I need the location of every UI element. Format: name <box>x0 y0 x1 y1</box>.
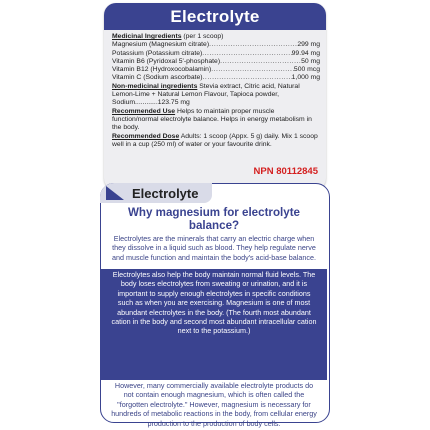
ingredient-row <box>112 58 320 66</box>
ingredient-name: Magnesium (Magnesium citrate) <box>112 41 210 49</box>
info-title: Why magnesium for electrolyte balance? <box>127 206 300 232</box>
non-medicinal-ingredients <box>112 83 320 108</box>
supplement-label-card <box>104 3 326 190</box>
ingredient-name: Vitamin C (Sodium ascorbate) <box>112 74 203 82</box>
info-tab-title: Electrolyte <box>132 186 199 201</box>
label-title: Electrolyte <box>104 3 326 30</box>
ingredient-amount: 500 mcg <box>293 66 320 74</box>
triangle-icon <box>106 186 124 200</box>
ingredient-amount: 99.94 mg <box>291 49 320 57</box>
ingredient-row <box>112 50 320 58</box>
recommended-dose <box>112 133 320 150</box>
medicinal-note: (per 1 scoop) <box>181 33 224 40</box>
recommended-use-heading: Recommended Use <box>112 107 176 115</box>
medicinal-heading-text: Medicinal Ingredients <box>112 33 182 40</box>
recommended-dose-text: Adults: 1 scoop (Appx. 5 g) daily. Mix 1 scoop well in a cup (250 ml) of water or your favourite drink. <box>112 132 318 148</box>
recommended-dose-heading: Recommended Dose <box>112 132 180 140</box>
ingredient-amount: 1,000 mg <box>291 74 320 82</box>
ingredient-name: Vitamin B12 (Hydroxocobalamin) <box>112 66 212 74</box>
info-paragraph-2: Electrolytes also help the body maintain normal fluid levels. The body loses electrolytes from sweating or urination, and it is important to supply enough electrolytes in specific conditions such as when you are exercising. Magnesium is one of most abundant electrolytes in the body. (The fourth most abundant cation in the body and second most abundant intracellular cation next to the potassium.) <box>111 270 317 336</box>
label-body <box>112 33 320 149</box>
ingredient-amount: 299 mg <box>297 41 320 49</box>
recommended-use-text: Helps to maintain proper muscle function/normal electrolyte balance. Helps in energy metabolism in the body. <box>112 107 312 132</box>
ingredient-row <box>112 74 320 82</box>
info-paragraph-3: However, many commercially available electrolyte products do not contain enough magnesium, which is often called the "forgotten electrolyte." However, magnesium is necessary for hundreds of metabolic reactions in the body, from cellular energy production to the production of body cells. <box>111 381 317 428</box>
npn-number: NPN 80112845 <box>253 166 318 177</box>
info-paragraph-1: Electrolytes are the minerals that carry an electric charge when they dissolve in a liquid such as blood. They help regulate nerve and muscle function and maintain the body's acid-base balance. <box>112 234 316 262</box>
ingredient-name: Vitamin B6 (Pyridoxal 5'-phosphate) <box>112 57 221 65</box>
ingredient-name: Potassium (Potassium citrate) <box>112 49 203 57</box>
ingredient-amount: 50 mg <box>301 57 320 65</box>
recommended-use <box>112 108 320 133</box>
ingredient-row <box>112 41 320 49</box>
non-medicinal-text: Stevia extract, Citric acid, Natural Lemon-Lime + Natural Lemon Flavour, Tapioca powder, Sodium............123.75 mg <box>112 82 300 107</box>
non-medicinal-heading: Non-medicinal ingredients <box>112 82 198 90</box>
medicinal-ingredients-heading <box>112 33 320 41</box>
ingredient-row <box>112 66 320 74</box>
